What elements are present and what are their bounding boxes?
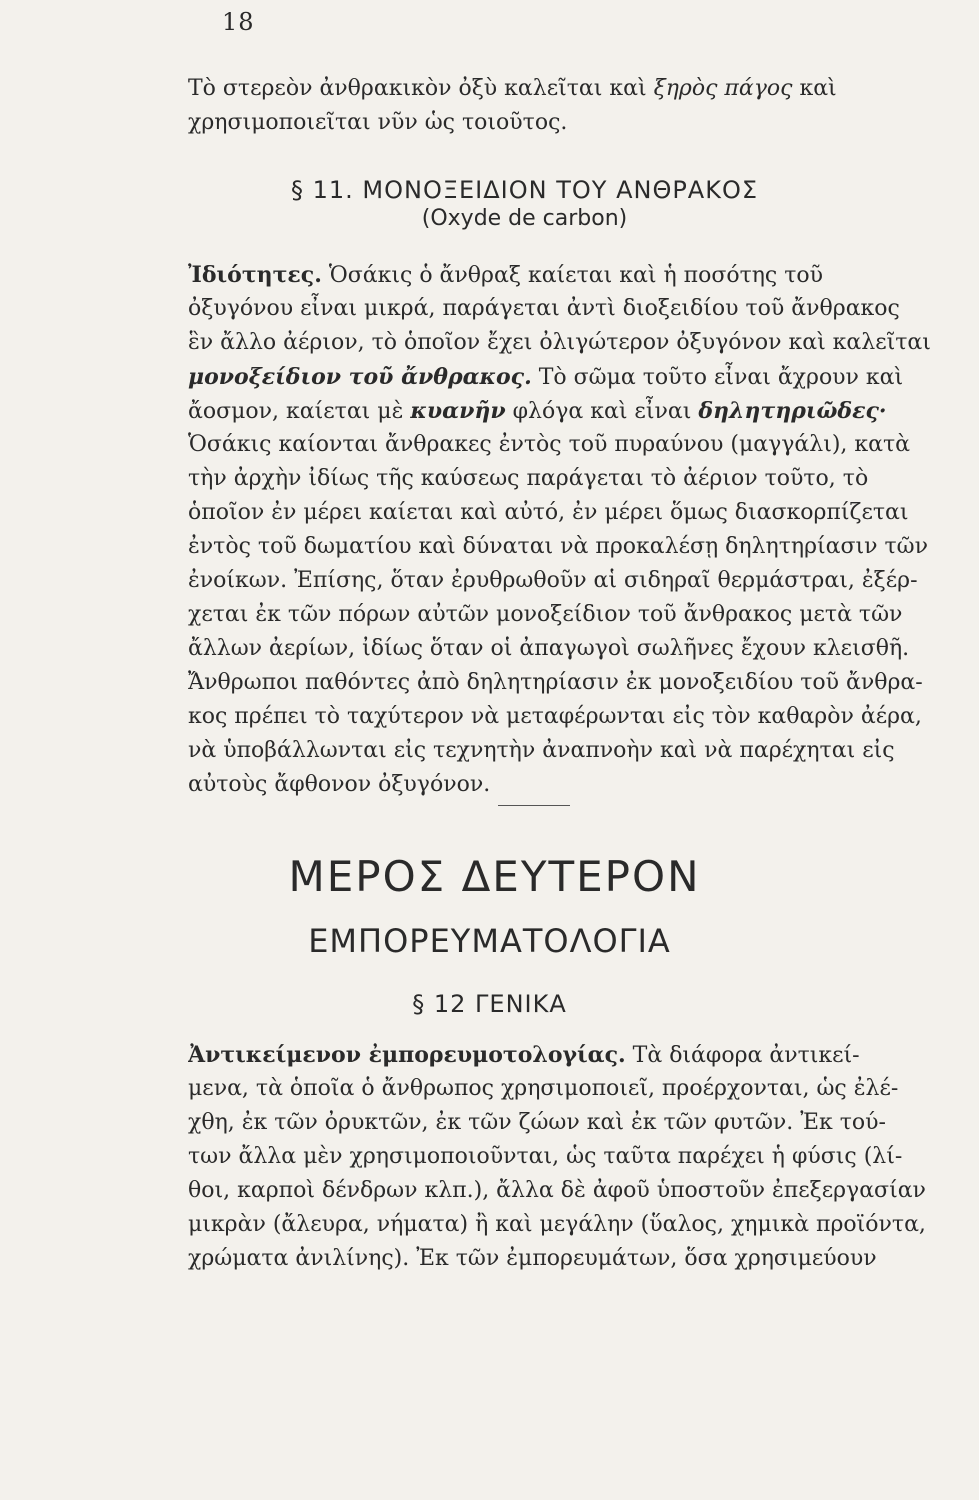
text-run: χεται ἐκ τῶν πόρων αὐτῶν μονοξείδιον τοῦ ἄνθρακος μετὰ τῶν [188,602,903,627]
intro-paragraph [188,72,933,140]
section-11-paragraph [188,258,933,802]
text-run: Ὁσάκις καίονται ἄνθρακες ἐντὸς τοῦ πυραύνου (μαγγάλι), κατὰ [188,432,911,457]
text-run: ἓν ἄλλο ἀέριον, τὸ ὁποῖον ἔχει ὀλιγώτερον ὀξυγόνον καὶ καλεῖται [188,330,931,355]
section-12-paragraph [188,1038,933,1276]
text-line [188,530,933,564]
text-run: ὀξυγόνου εἶναι μικρά, παράγεται ἀντὶ διοξειδίου τοῦ ἄνθρακος [188,296,900,321]
text-line [188,1208,933,1242]
section-11-subheading: (Oxyde de carbon) [421,206,628,231]
page-number: 18 [222,8,255,36]
text-run: ἐντὸς τοῦ δωματίου καὶ δύναται νὰ προκαλέσῃ δηλητηρίασιν τῶν [188,534,928,559]
text-line [188,496,933,530]
text-run: θοι, καρποὶ δένδρων κλπ.), ἄλλα δὲ ἀφοῦ ὑποστοῦν ἐπεξεργασίαν [188,1178,926,1203]
part-subtitle: ΕΜΠΟΡΕΥΜΑΤΟΛΟΓΙΑ [308,922,671,960]
text-line [188,428,933,462]
emphasized-term: κυανῆν [410,398,506,424]
text-line [188,734,933,768]
text-line [188,598,933,632]
text-line [188,258,933,292]
text-line [188,106,933,140]
text-run: φλόγα καὶ εἶναι [505,399,699,424]
text-run: κος πρέπει τὸ ταχύτερον νὰ μεταφέρωνται εἰς τὸν καθαρὸν ἀέρα, [188,704,922,729]
text-line [188,1140,933,1174]
text-run: νὰ ὑποβάλλωνται εἰς τεχνητὴν ἀναπνοὴν καὶ νὰ παρέχηται εἰς [188,738,895,763]
text-run: χρώματα ἀνιλίνης). Ἐκ τῶν ἐμπορευμάτων, ὅσα χρησιμεύουν [188,1246,877,1271]
text-line [188,666,933,700]
text-line [188,1038,933,1072]
text-line [188,72,933,106]
text-run: Ἄνθρωποι παθόντες ἀπὸ δηλητηρίασιν ἐκ μονοξειδίου τοῦ ἄνθρα- [188,670,923,695]
text-run: ἐνοίκων. Ἐπίσης, ὅταν ἐρυθρωθοῦν αἱ σιδηραῖ θερμάστραι, ἐξέρ- [188,568,918,593]
text-run: καὶ [792,76,837,101]
emphasized-term: ξηρὸς πάγος [653,76,793,101]
text-run: Τὸ στερεὸν ἀνθρακικὸν ὀξὺ καλεῖται καὶ [188,76,654,101]
text-line [188,462,933,496]
text-line [188,632,933,666]
text-run: χρησιμοποιεῖται νῦν ὡς τοιοῦτος. [188,110,568,135]
divider-rule [498,805,570,806]
text-run: Τὰ διάφορα ἀντικεί- [625,1043,860,1068]
part-title: ΜΕΡΟΣ ΔΕΥΤΕΡΟΝ [288,852,701,901]
text-line [188,700,933,734]
text-line [188,564,933,598]
text-line [188,292,933,326]
text-run: μενα, τὰ ὁποῖα ὁ ἄνθρωπος χρησιμοποιεῖ, προέρχονται, ὡς ἐλέ- [188,1076,899,1101]
text-run: αὐτοὺς ἄφθονον ὀξυγόνον. [188,772,491,797]
emphasized-term: Ἰδιότητες. [188,262,322,288]
text-line [188,768,933,802]
text-line [188,1106,933,1140]
text-run: ἄλλων ἀερίων, ἰδίως ὅταν οἱ ἀπαγωγοὶ σωλῆνες ἔχουν κλεισθῆ. [188,636,910,661]
text-run: τὴν ἀρχὴν ἰδίως τῆς καύσεως παράγεται τὸ ἀέριον τοῦτο, τὸ [188,466,869,491]
text-line [188,1242,933,1276]
text-line [188,394,933,428]
text-run: ἄοσμον, καίεται μὲ [188,399,411,424]
text-line [188,360,933,394]
text-run: Ὁσάκις ὁ ἄνθραξ καίεται καὶ ἡ ποσότης τοῦ [321,263,824,288]
text-line [188,1174,933,1208]
emphasized-term: Ἀντικείμενον ἐμπορευμοτολογίας. [188,1042,626,1068]
text-run: των ἄλλα μὲν χρησιμοποιοῦνται, ὡς ταῦτα παρέχει ἡ φύσις (λί- [188,1144,903,1169]
text-line [188,326,933,360]
section-12-heading: § 12 ΓΕΝΙΚΑ [412,990,567,1018]
section-11-heading: § 11. ΜΟΝΟΞΕΙΔΙΟΝ ΤΟΥ ΑΝΘΡΑΚΟΣ [290,176,759,204]
text-run: ὁποῖον ἐν μέρει καίεται καὶ αὐτό, ἐν μέρει ὅμως διασκορπίζεται [188,500,909,525]
text-run: μικρὰν (ἄλευρα, νήματα) ἢ καὶ μεγάλην (ὕαλος, χημικὰ προϊόντα, [188,1212,926,1237]
text-run: χθη, ἐκ τῶν ὀρυκτῶν, ἐκ τῶν ζώων καὶ ἐκ τῶν φυτῶν. Ἐκ τού- [188,1110,886,1135]
emphasized-term: μονοξείδιον τοῦ ἄνθρακος. [188,364,532,390]
text-line [188,1072,933,1106]
emphasized-term: δηλητηριῶδες· [698,398,887,424]
text-run: Τὸ σῶμα τοῦτο εἶναι ἄχρουν καὶ [531,365,904,390]
